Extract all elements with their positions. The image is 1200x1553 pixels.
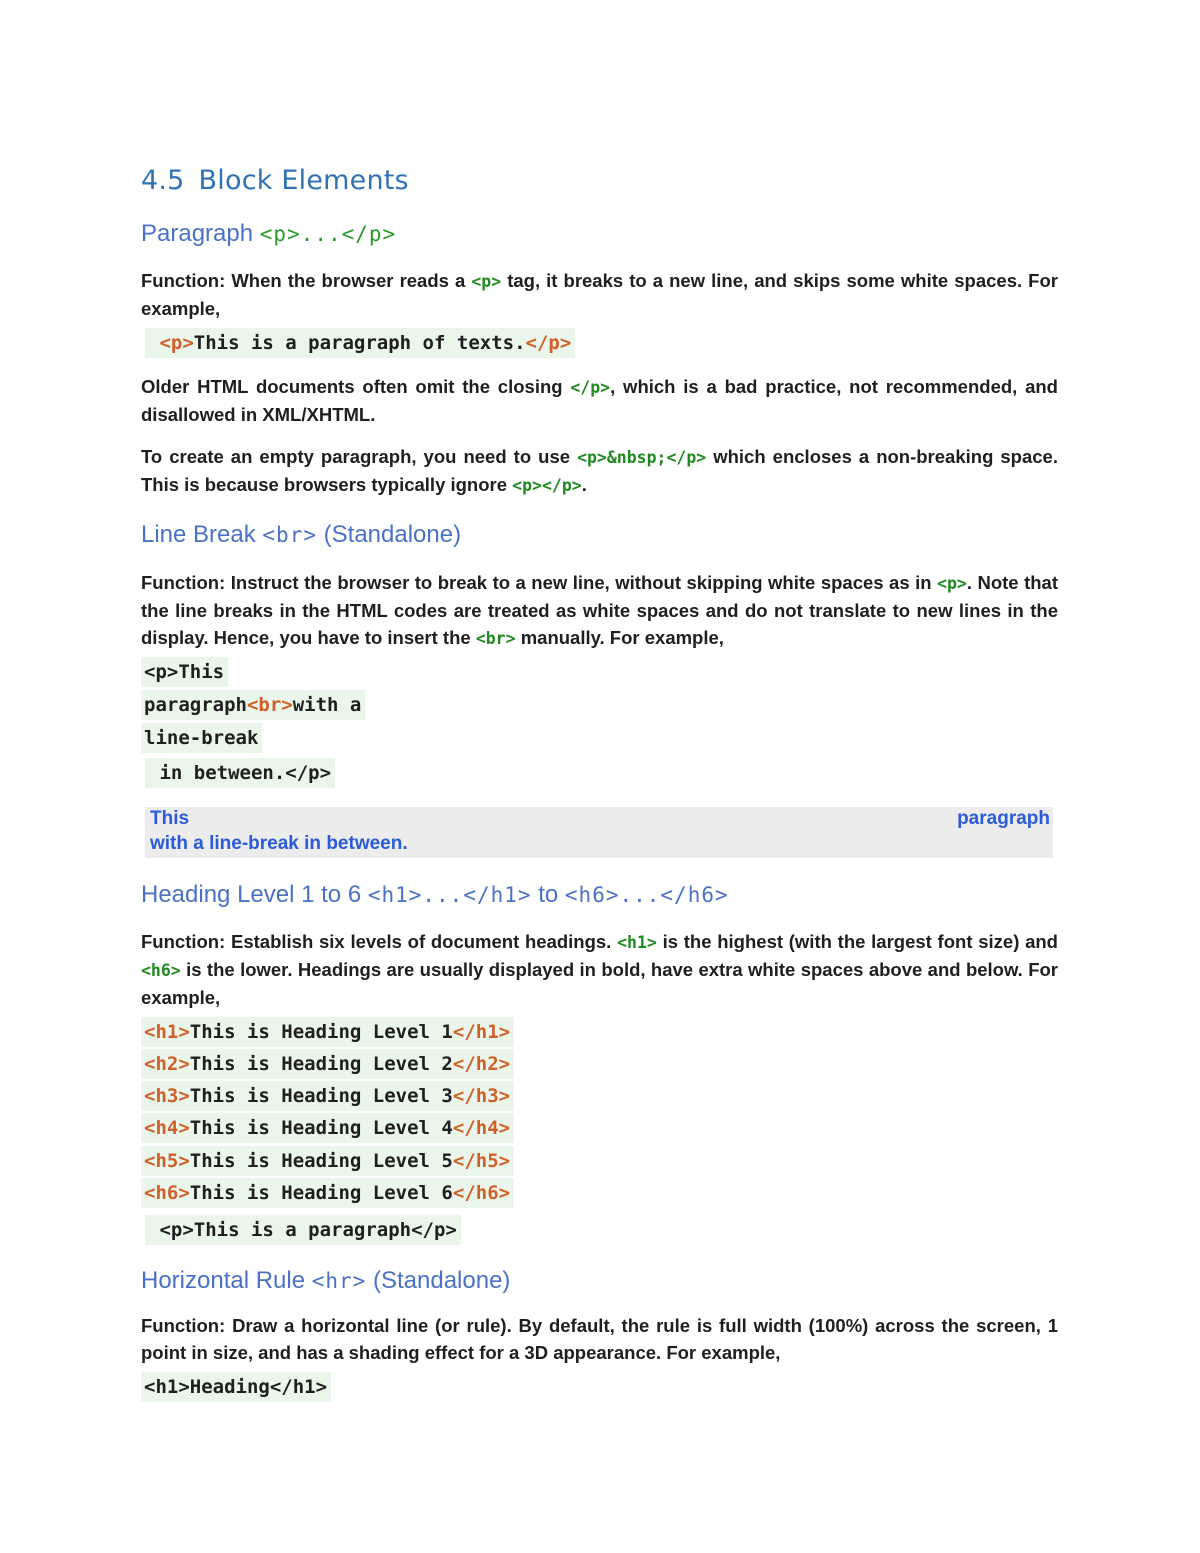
function-text: When the browser reads a xyxy=(225,270,472,291)
section-number: 4.5 xyxy=(141,165,185,196)
code-tag: </h5> xyxy=(452,1150,511,1172)
note-text: To create an empty paragraph, you need to use xyxy=(141,446,578,467)
code-tag: <h4> xyxy=(144,1117,190,1139)
section-title-text: Block Elements xyxy=(198,165,409,196)
hrule-heading-text: Horizontal Rule xyxy=(141,1267,312,1294)
heading-code-paragraph-line: <p>This is a paragraph</p> xyxy=(145,1215,461,1245)
hrule-heading xyxy=(141,1267,510,1295)
output-word-paragraph: paragraph xyxy=(957,808,1050,829)
linebreak-heading-suffix: (Standalone) xyxy=(316,521,462,548)
paragraph-older-note xyxy=(141,373,1058,428)
paragraph-function xyxy=(141,267,1058,322)
linebreak-heading-code: <br> xyxy=(262,523,317,547)
code-tag: </h3> xyxy=(452,1085,511,1107)
linebreak-function xyxy=(141,569,1058,652)
output-word-this: This xyxy=(150,808,190,829)
function-text: is the highest (with the largest font size) and xyxy=(656,931,1058,952)
heading-code-line-1 xyxy=(141,1017,514,1047)
linebreak-code-line-3: line-break xyxy=(141,723,262,753)
note-text: , which is a bad practice, not recommended, and disallowed in XML/XHTML. xyxy=(141,376,1058,425)
code-tag: <p> xyxy=(159,332,194,354)
code-tag: <br> xyxy=(246,694,293,716)
heading-levels-code-2: <h6>...</h6> xyxy=(564,883,729,907)
hrule-code-line-1: <h1>Heading</h1> xyxy=(141,1372,331,1402)
function-label: Function: xyxy=(141,572,226,593)
inline-code: <h1> xyxy=(617,933,657,952)
code-text: This is Heading Level 5 xyxy=(189,1150,453,1172)
function-text: tag, it breaks to a new line, and skips some white spaces. For example, xyxy=(141,270,1058,319)
linebreak-code-line-4: in between.</p> xyxy=(145,758,335,788)
code-tag: </h2> xyxy=(452,1053,511,1075)
note-text: which encloses a non-breaking space. This is because browsers typically ignore xyxy=(141,446,1058,495)
code-text: paragraph xyxy=(144,694,247,716)
code-text: This is a paragraph of texts. xyxy=(193,332,526,354)
inline-code: </p> xyxy=(570,378,611,397)
code-tag: </h6> xyxy=(452,1182,511,1204)
function-text: . Note that the line breaks in the HTML codes are treated as white spaces and do not translate to new lines in the display. Hence, you have to insert the xyxy=(141,572,1058,648)
code-tag: <h1> xyxy=(144,1021,190,1043)
inline-code: <h6> xyxy=(141,961,181,980)
function-label: Function: xyxy=(141,931,226,952)
heading-code-line-4 xyxy=(141,1113,514,1143)
function-text: is the lower. Headings are usually displayed in bold, have extra white spaces above and below. For example, xyxy=(141,959,1058,1008)
inline-code: <p>&nbsp;</p> xyxy=(577,448,707,467)
inline-code: <p> xyxy=(471,272,502,291)
heading-code-line-3 xyxy=(141,1081,514,1111)
code-tag: </h1> xyxy=(452,1021,511,1043)
heading-levels-code-1: <h1>...</h1> xyxy=(367,883,532,907)
linebreak-output-box xyxy=(145,807,1053,858)
function-text: Instruct the browser to break to a new line, without skipping white spaces as in xyxy=(225,572,938,593)
code-tag: </h4> xyxy=(452,1117,511,1139)
paragraph-empty-note xyxy=(141,443,1058,499)
inline-code: <p></p> xyxy=(512,476,582,495)
heading-code-line-2 xyxy=(141,1049,514,1079)
paragraph-example-code xyxy=(145,328,575,358)
inline-code: <p> xyxy=(937,574,967,593)
function-label: Function: xyxy=(141,270,226,291)
heading-levels-heading xyxy=(141,881,729,909)
paragraph-heading-code: <p>...</p> xyxy=(259,222,397,246)
hrule-function xyxy=(141,1312,1058,1366)
heading-code-line-6 xyxy=(141,1178,514,1208)
code-text: with a xyxy=(292,694,362,716)
code-text: This is Heading Level 4 xyxy=(189,1117,453,1139)
linebreak-heading xyxy=(141,521,461,549)
code-tag: <h2> xyxy=(144,1053,190,1075)
heading-function xyxy=(141,928,1058,1011)
paragraph-heading-text: Paragraph xyxy=(141,220,260,247)
code-tag: </p> xyxy=(525,332,572,354)
code-tag: <h5> xyxy=(144,1150,190,1172)
function-label: Function: xyxy=(141,1315,226,1336)
hrule-heading-code: <hr> xyxy=(311,1269,367,1293)
code-text: This is Heading Level 6 xyxy=(189,1182,453,1204)
note-text: Older HTML documents often omit the closing xyxy=(141,376,571,397)
function-text: manually. For example, xyxy=(515,627,724,648)
paragraph-heading xyxy=(141,220,396,248)
linebreak-code-line-2 xyxy=(141,690,365,720)
inline-code: <br> xyxy=(475,629,516,648)
function-text: Draw a horizontal line (or rule). By default, the rule is full width (100%) across the screen, 1 point in size, and has a shading effect for a 3D appearance. For example, xyxy=(141,1315,1058,1363)
hrule-heading-suffix: (Standalone) xyxy=(366,1267,511,1294)
code-tag: <h3> xyxy=(144,1085,190,1107)
output-line-2: with a line-break in between. xyxy=(150,833,408,854)
heading-code-line-5 xyxy=(141,1146,514,1176)
heading-levels-heading-text: Heading Level 1 to 6 xyxy=(141,881,368,908)
function-text: Establish six levels of document headings. xyxy=(225,931,618,952)
code-tag: <h6> xyxy=(144,1182,190,1204)
heading-levels-mid: to xyxy=(531,881,565,908)
code-text: This is Heading Level 2 xyxy=(189,1053,453,1075)
code-text: This is Heading Level 3 xyxy=(189,1085,453,1107)
linebreak-code-line-1: <p>This xyxy=(141,657,228,687)
section-title xyxy=(141,165,409,196)
linebreak-heading-text: Line Break xyxy=(141,521,263,548)
note-text: . xyxy=(581,474,587,495)
code-text: This is Heading Level 1 xyxy=(189,1021,453,1043)
